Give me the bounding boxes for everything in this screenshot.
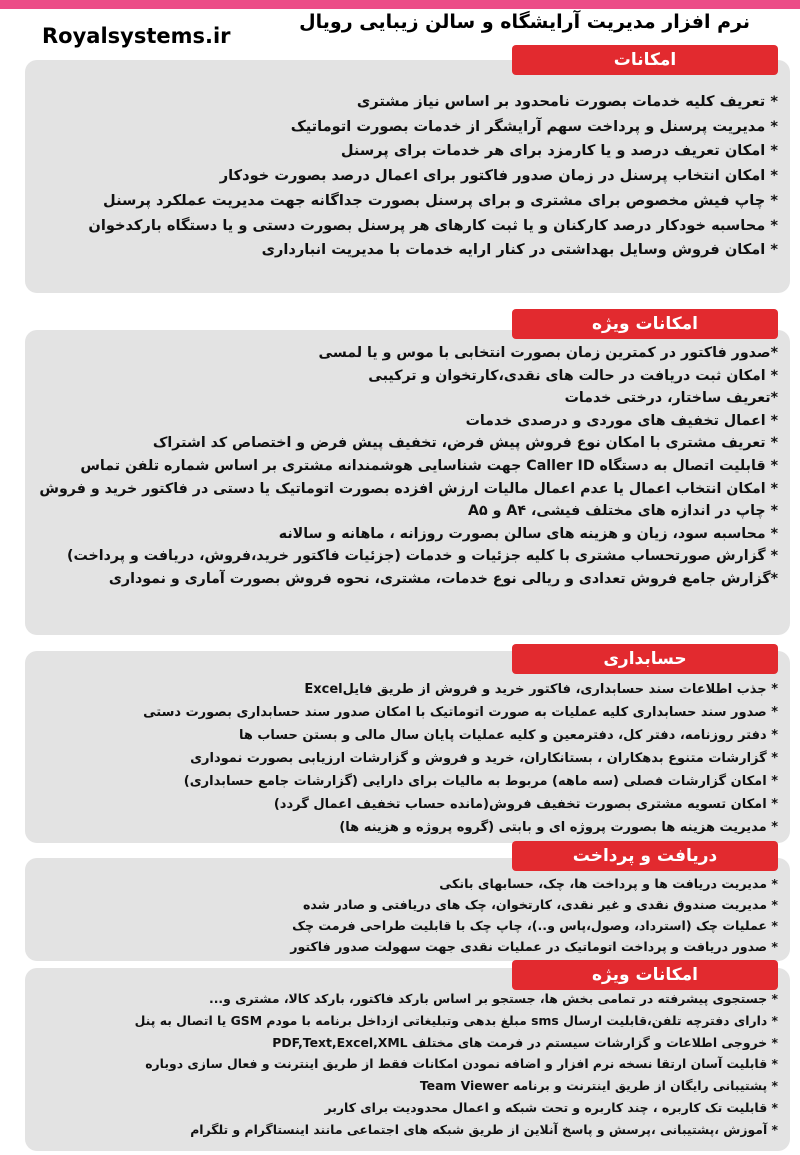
section-title-features: امکانات [512,45,778,75]
section-title-receipt-payment: دریافت و پرداخت [512,841,778,871]
features-list [31,90,778,263]
special-features-panel [25,330,790,635]
list-item: * گزارش صورتحساب مشتری با کلیه جزئیات و خدمات (جزئیات فاکتور خرید،فروش، دریافت و پرداخت) [67,548,778,565]
list-item: * امکان انتخاب اعمال یا عدم اعمال مالیات ارزش افزده بصورت اتوماتیک یا دستی در فاکتور خرید و فروش [39,480,778,497]
list-item: * امکان تسویه مشتری بصورت تخفیف فروش(مانده حساب تخفیف اعمال گردد) [273,797,778,812]
list-item: * چاپ در اندازه های مختلف فیشی، A۴ و A۵ [468,503,778,520]
special-features-2-panel [25,968,790,1151]
special-features-list [31,342,778,591]
list-item: * مدیریت هزینه ها بصورت پروژه ای و بابتی (گروه پروژه و هزینه ها) [339,820,778,835]
list-item: * محاسبه سود، زیان و هزینه های سالن بصورت روزانه ، ماهانه و سالانه [278,525,778,542]
list-item: * مدیریت دریافت ها و پرداخت ها، چک، حسابهای بانکی [439,876,778,891]
section-title-accounting: حسابداری [512,644,778,674]
section-title-special-features-2: امکانات ویژه [512,960,778,990]
accounting-list [31,678,778,839]
list-item: * خروجی اطلاعات و گزارشات سیستم در فرمت های مختلف PDF,Text,Excel,XML [272,1034,778,1050]
top-accent-bar [0,0,800,9]
list-item: * پشتیبانی رایگان از طریق اینترنت و برنامه Team Viewer [419,1078,778,1094]
list-item: * تعریف کلیه خدمات بصورت نامحدود بر اساس نیاز مشتری [356,93,778,110]
special-features-2-list [31,988,778,1141]
list-item: * قابلیت اتصال به دستگاه Caller ID جهت شناسایی هوشمندانه مشتری بر اساس شماره تلفن تماس [80,457,778,474]
list-item: * امکان انتخاب پرسنل در زمان صدور فاکتور برای اعمال درصد بصورت خودکار [219,167,778,185]
list-item: * امکان گزارشات فصلی (سه ماهه) مربوط به مالیات برای دارایی (گزارشات جامع حسابداری) [183,774,778,789]
list-item: * آموزش ،پشتیبانی ،پرسش و پاسخ آنلاین از طریق شبکه های اجتماعی مانند اینستاگرام و تلگرام [190,1121,778,1137]
list-item: * گزارشات متنوع بدهکاران ، بستانکاران، خرید و فروش و گزارشات ارزیابی بصورت نموداری [190,751,778,766]
list-item: *گزارش جامع فروش تعدادی و ریالی نوع خدمات، مشتری، نحوه فروش بصورت آماری و نموداری [108,570,778,587]
list-item: * صدور سند حسابداری کلیه عملیات به صورت اتوماتیک با امکان صدور سند حسابداری بصورت دستی [143,705,778,720]
page-title: نرم افزار مدیریت آرایشگاه و سالن زیبایی رویال [289,11,760,33]
list-item: * امکان تعریف درصد و یا کارمزد برای هر خدمات برای پرسنل [340,142,778,160]
list-item: * دارای دفترچه تلفن،قابلیت ارسال sms مبلغ بدهی وتبلیغاتی ازداخل برنامه با مودم GSM یا اتصال به پنل [134,1012,778,1028]
list-item: * صدور دریافت و پرداخت اتوماتیک در عملیات نقدی جهت سهولت صدور فاکتور [290,939,778,954]
list-item: * چاپ فیش مخصوص برای مشتری و برای پرسنل بصورت جداگانه جهت مدیریت عملکرد پرسنل [103,191,778,209]
list-item: * جستجوی پیشرفته در تمامی بخش ها، جستجو بر اساس بارکد فاکتور، بارکد کالا، مشتری و... [208,991,778,1006]
receipt-payment-panel [25,858,790,961]
list-item: *تعریف ساختار، درختی خدمات [564,390,778,407]
list-item: * قابلیت تک کاربره ، چند کاربره و تحت شبکه و اعمال محدودیت برای کاربر [324,1099,778,1115]
list-item: * امکان ثبت دریافت در حالت های نقدی،کارتخوان و ترکیبی [368,367,778,384]
list-item: * جذب اطلاعات سند حسابداری، فاکتور خرید و فروش از طریق فایلExcel [304,682,778,697]
section-title-special-features: امکانات ویژه [512,309,778,339]
accounting-panel [25,651,790,843]
list-item: * مدیریت پرسنل و پرداخت سهم آرایشگر از خدمات بصورت اتوماتیک [290,117,778,135]
list-item: * تعریف مشتری با امکان نوع فروش پیش فرض، تخفیف پیش فرض و اختصاص کد اشتراک [152,435,778,452]
receipt-payment-list [31,873,778,957]
list-item: * امکان فروش وسایل بهداشتی در کنار ارایه خدمات با مدیریت انبارداری [261,241,778,259]
list-item: * دفتر روزنامه، دفتر کل، دفترمعین و کلیه عملیات پایان سال مالی و بستن حساب ها [238,728,778,743]
list-item: * قابلیت آسان ارتقا نسخه نرم افزار و اضافه نمودن امکانات فقط از طریق اینترنت و فعال سازی دوباره [145,1056,778,1072]
list-item: * عملیات چک (استرداد، وصول،پاس و..)، چاپ چک با قابلیت طراحی فرمت چک [292,918,778,933]
list-item: *صدور فاکتور در کمترین زمان بصورت انتخابی با موس و یا لمسی [318,345,778,361]
site-name: Royalsystems.ir [42,24,231,48]
list-item: * اعمال تخفیف های موردی و درصدی خدمات [465,412,778,429]
list-item: * مدیریت صندوق نقدی و غیر نقدی، کارتخوان، چک های دریافتی و صادر شده [302,897,778,912]
features-panel [25,60,790,293]
list-item: * محاسبه خودکار درصد کارکنان و یا ثبت کارهای هر پرسنل بصورت دستی و یا دستگاه بارکدخوان [88,216,778,234]
